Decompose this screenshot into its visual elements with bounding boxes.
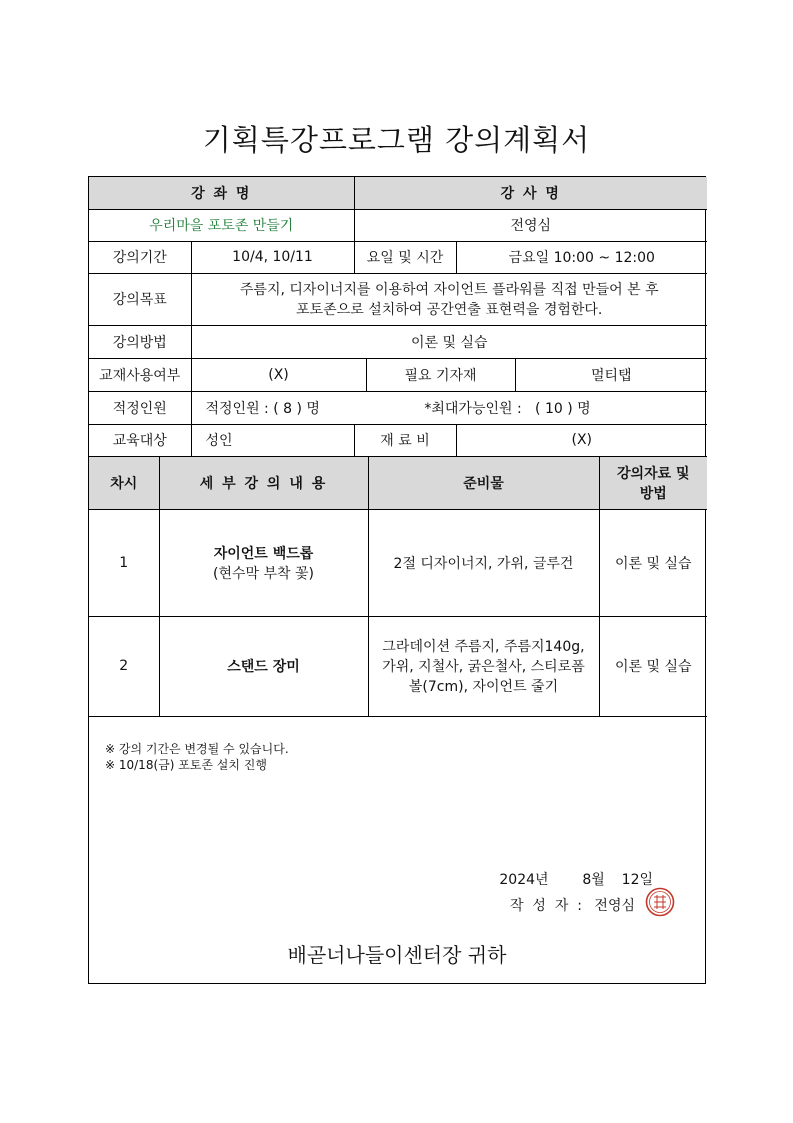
day-time-label: 요일 및 시간 bbox=[354, 241, 456, 273]
max-capacity-value: *최대가능인원 : ( 10 ) 명 bbox=[424, 400, 591, 417]
recipient: 배곧너나들이센터장 귀하 bbox=[287, 942, 507, 967]
capacity-label: 적정인원 bbox=[89, 392, 191, 424]
session-title: 스탠드 장미 bbox=[227, 659, 300, 675]
signature-date: 2024년 8월 12일 bbox=[499, 871, 653, 888]
session-method: 이론 및 실습 bbox=[599, 509, 707, 616]
course-name-header: 강 좌 명 bbox=[89, 177, 354, 209]
materials-header-line-2: 방법 bbox=[639, 485, 667, 502]
materials-header bbox=[599, 457, 707, 509]
material-cost-value: (X) bbox=[456, 425, 707, 457]
note-line: ※ 10/18(금) 포토존 설치 진행 bbox=[105, 757, 267, 772]
method-label: 강의방법 bbox=[89, 325, 191, 358]
session-number: 2 bbox=[89, 616, 159, 716]
table-row bbox=[89, 509, 707, 616]
supplies-line-1: 2절 디자이너지, 가위, 글루건 bbox=[393, 555, 574, 572]
note-line: ※ 강의 기간은 변경될 수 있습니다. bbox=[105, 741, 289, 756]
session-title: 자이언트 백드롭 bbox=[213, 545, 314, 562]
period-label: 강의기간 bbox=[89, 241, 191, 273]
document-title: 기획특강프로그램 강의계획서 bbox=[202, 123, 591, 157]
target-table bbox=[89, 425, 707, 458]
course-details-table bbox=[89, 359, 707, 393]
session-method: 이론 및 실습 bbox=[599, 616, 707, 716]
session-number: 1 bbox=[89, 509, 159, 616]
method-value: 이론 및 실습 bbox=[191, 325, 707, 358]
session-content bbox=[159, 509, 368, 616]
supplies-line-1: 그라데이션 주름지, 주름지140g, bbox=[382, 639, 585, 655]
goal-label: 강의목표 bbox=[89, 273, 191, 325]
day-time-value: 금요일 10:00 ~ 12:00 bbox=[456, 241, 707, 273]
author-label: 작 성 자 : bbox=[509, 897, 582, 914]
capacity-values bbox=[191, 392, 707, 424]
table-row bbox=[89, 616, 707, 716]
content-header: 세 부 강 의 내 용 bbox=[159, 457, 368, 509]
course-info-table bbox=[89, 177, 707, 359]
material-cost-label: 재 료 비 bbox=[354, 425, 456, 457]
period-value: 10/4, 10/11 bbox=[191, 241, 354, 273]
red-seal-stamp-icon bbox=[645, 887, 675, 917]
session-subtitle: (현수막 부착 꽃) bbox=[213, 565, 314, 582]
instructor-name-value: 전영심 bbox=[354, 209, 707, 241]
target-label: 교육대상 bbox=[89, 425, 191, 457]
course-name-value: 우리마을 포토존 만들기 bbox=[89, 209, 354, 241]
plan-form bbox=[88, 176, 706, 984]
goal-line-2: 포토존으로 설치하여 공간연출 표현력을 경험한다. bbox=[296, 302, 603, 318]
footer-section bbox=[89, 717, 705, 984]
session-header: 차시 bbox=[89, 457, 159, 509]
target-value: 성인 bbox=[191, 425, 354, 457]
notes bbox=[105, 741, 289, 773]
session-content bbox=[159, 616, 368, 716]
supplies-line-3: 볼(7cm), 자이언트 줄기 bbox=[408, 679, 559, 695]
capacity-table bbox=[89, 392, 707, 425]
equipment-label: 필요 기자재 bbox=[366, 359, 515, 392]
goal-value bbox=[191, 273, 707, 325]
equipment-value: 멀티탭 bbox=[515, 359, 707, 392]
textbook-value: (X) bbox=[191, 359, 366, 392]
materials-header-line-1: 강의자료 및 bbox=[617, 465, 690, 482]
session-supplies bbox=[368, 616, 599, 716]
session-supplies bbox=[368, 509, 599, 616]
sessions-table bbox=[89, 457, 707, 717]
textbook-label: 교재사용여부 bbox=[89, 359, 191, 392]
capacity-value: 적정인원 : ( 8 ) 명 bbox=[205, 400, 320, 417]
supplies-line-2: 가위, 지철사, 굵은철사, 스티로폼 bbox=[382, 659, 585, 675]
instructor-header: 강 사 명 bbox=[354, 177, 707, 209]
author-name: 전영심 bbox=[594, 897, 635, 914]
goal-line-1: 주름지, 디자이너지를 이용하여 자이언트 플라워를 직접 만들어 본 후 bbox=[239, 282, 659, 298]
supplies-header: 준비물 bbox=[368, 457, 599, 509]
author-line bbox=[510, 895, 635, 915]
